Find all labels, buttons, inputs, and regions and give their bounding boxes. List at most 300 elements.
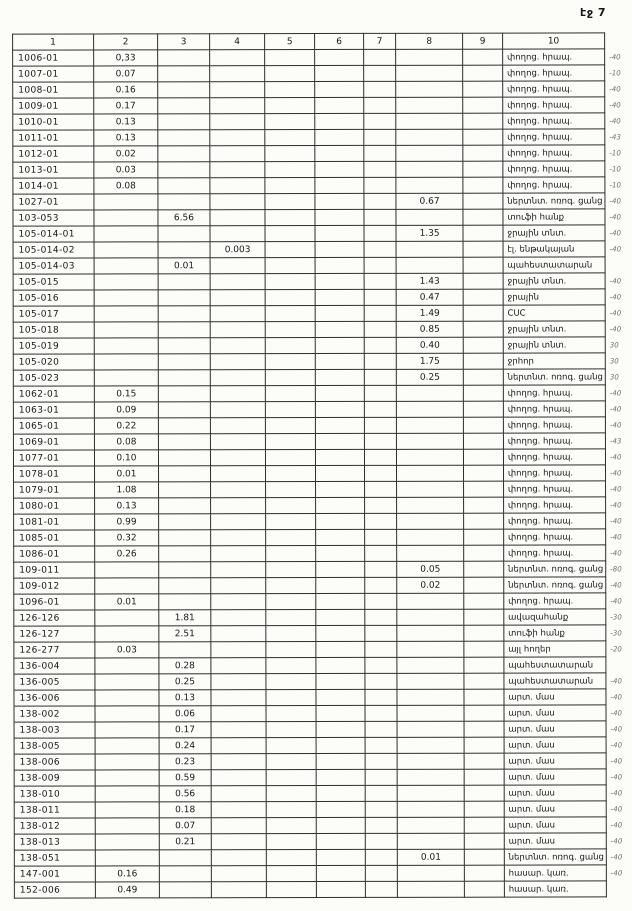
cell-col9 <box>463 113 503 129</box>
cell-col6 <box>315 241 364 257</box>
cell-col2: 0.49 <box>95 882 159 898</box>
table-row <box>14 641 632 658</box>
cell-col9 <box>463 49 503 65</box>
cell-col10: ներտնտ. ոռոգ. ցանց <box>504 849 606 865</box>
cell-col2: 0.13 <box>94 498 158 514</box>
cell-col8 <box>397 817 464 833</box>
table-row <box>14 705 632 722</box>
cell-col3: 6.56 <box>158 210 210 226</box>
table-row <box>14 865 632 882</box>
cell-col6 <box>316 689 365 705</box>
cell-col10: փողոց. հրապ. <box>503 401 605 417</box>
cell-col3 <box>158 290 210 306</box>
cell-col5 <box>266 386 315 402</box>
cell-col1: 1069-01 <box>13 434 94 450</box>
cell-col10: փողոց. հրապ. <box>503 465 605 481</box>
cell-col1: 105-019 <box>13 338 94 354</box>
cell-col1: 1013-01 <box>13 162 94 178</box>
cell-col4 <box>210 578 266 594</box>
cell-col2: 0.09 <box>94 402 158 418</box>
cell-col6 <box>315 177 364 193</box>
cell-col4 <box>211 882 267 898</box>
cell-col10: արտ. մաս <box>504 801 606 817</box>
margin-note: -40 <box>609 196 621 205</box>
cell-col6 <box>315 433 364 449</box>
cell-col9 <box>463 129 503 145</box>
margin-note <box>606 881 632 897</box>
cell-col9 <box>463 97 503 113</box>
cell-col3 <box>158 226 210 242</box>
table-row <box>14 497 632 514</box>
margin-note: -40 <box>609 52 621 61</box>
cell-col2 <box>95 626 159 642</box>
margin-note: -40 <box>610 532 622 541</box>
margin-note: -40 <box>610 788 623 797</box>
cell-col9 <box>463 161 503 177</box>
cell-col4 <box>210 306 266 322</box>
cell-col5 <box>265 114 314 130</box>
cell-col6 <box>315 529 364 545</box>
cell-col6 <box>316 753 365 769</box>
margin-note: -40 <box>609 100 621 109</box>
cell-col7 <box>365 657 397 673</box>
cell-col2: 0.07 <box>93 66 157 82</box>
cell-col6 <box>314 49 363 65</box>
cell-col5 <box>266 322 315 338</box>
cell-col2: 1.08 <box>94 482 158 498</box>
cell-col9 <box>464 465 504 481</box>
cell-col1: 105-023 <box>13 370 94 386</box>
cell-col7 <box>364 241 396 257</box>
cell-col6 <box>316 801 365 817</box>
cell-col8 <box>397 641 464 657</box>
cell-col7 <box>365 721 397 737</box>
cell-col8 <box>397 545 464 561</box>
cell-col8 <box>396 401 463 417</box>
cell-col2: 0.15 <box>94 386 158 402</box>
cell-col8: 0.85 <box>396 321 463 337</box>
margin-note: -40 <box>610 804 623 813</box>
cell-col8 <box>397 529 464 545</box>
cell-col8 <box>397 881 464 897</box>
cell-col3: 0.56 <box>159 786 211 802</box>
cell-col6 <box>315 97 364 113</box>
cell-col1: 138-003 <box>14 722 95 738</box>
cell-col5 <box>267 802 316 818</box>
cell-col9 <box>464 657 504 673</box>
cell-col5 <box>266 354 315 370</box>
cell-col2: 0.26 <box>94 546 158 562</box>
cell-col10: տուֆի հանք <box>504 625 606 641</box>
cell-col9 <box>465 833 505 849</box>
cell-col9 <box>463 305 503 321</box>
table-row <box>13 449 631 466</box>
cell-col5 <box>266 514 315 530</box>
cell-col1: 1012-01 <box>13 146 94 162</box>
cell-col5 <box>266 658 315 674</box>
margin-note: -40 <box>610 692 622 701</box>
margin-note: -40 <box>609 116 621 125</box>
cell-col3: 0.17 <box>159 722 211 738</box>
cell-col2: 0.03 <box>94 162 158 178</box>
cell-col8 <box>397 689 464 705</box>
cell-col4 <box>211 626 267 642</box>
margin-note: -40 <box>610 580 622 589</box>
cell-col7 <box>365 529 397 545</box>
cell-col5 <box>266 482 315 498</box>
cell-col2: 0,33 <box>93 50 157 66</box>
table-row <box>14 817 632 834</box>
table-row <box>14 545 632 562</box>
margin-note: -40 <box>609 292 622 301</box>
cell-col10: փողոց. հրապ. <box>504 593 606 609</box>
margin-note: -40 <box>610 468 622 477</box>
land-register-table <box>12 32 632 898</box>
column-header-1: 1 <box>13 34 94 50</box>
cell-col6 <box>316 641 365 657</box>
margin-note: -43 <box>609 436 622 445</box>
column-header-7: 7 <box>364 33 396 49</box>
margin-note: -40 <box>610 708 623 717</box>
cell-col4 <box>210 274 266 290</box>
table-row <box>13 97 631 114</box>
table-row <box>14 481 632 498</box>
cell-col1: 1014-01 <box>13 178 94 194</box>
cell-col5 <box>266 434 315 450</box>
table-row <box>14 737 632 754</box>
cell-col4 <box>211 818 267 834</box>
cell-col8 <box>397 801 464 817</box>
table-row <box>14 465 632 482</box>
cell-col9 <box>463 225 503 241</box>
cell-col9 <box>463 193 503 209</box>
table-row <box>14 689 632 706</box>
cell-col7 <box>365 497 397 513</box>
cell-col8 <box>396 497 463 513</box>
cell-col8 <box>396 177 463 193</box>
cell-col9 <box>463 337 503 353</box>
cell-col3 <box>158 50 210 66</box>
table-row <box>14 721 632 738</box>
cell-col9 <box>464 705 504 721</box>
margin-note: -40 <box>610 820 623 829</box>
margin-note: -40 <box>610 740 623 749</box>
cell-col10: արտ. մաս <box>504 753 606 769</box>
margin-note: -40 <box>609 324 622 333</box>
cell-col5 <box>265 82 314 98</box>
cell-col4 <box>210 146 266 162</box>
margin-note: -40 <box>610 676 622 685</box>
cell-col6 <box>315 193 364 209</box>
cell-col8 <box>397 737 464 753</box>
margin-note: -40 <box>610 596 622 605</box>
cell-col5 <box>266 338 315 354</box>
cell-col5 <box>267 850 316 866</box>
cell-col9 <box>464 369 504 385</box>
cell-col3: 0.21 <box>159 834 211 850</box>
cell-col9 <box>463 321 503 337</box>
margin-note: -10 <box>609 164 621 173</box>
cell-col8: 0.40 <box>396 337 463 353</box>
cell-col1: 105-017 <box>13 306 94 322</box>
cell-col1: 109-011 <box>14 562 95 578</box>
cell-col9 <box>464 433 504 449</box>
cell-col6 <box>315 305 364 321</box>
cell-col3 <box>158 114 210 130</box>
cell-col6 <box>316 657 365 673</box>
cell-col2 <box>95 706 159 722</box>
cell-col9 <box>464 401 504 417</box>
cell-col8 <box>397 865 464 881</box>
cell-col7 <box>365 449 397 465</box>
cell-col3 <box>158 130 210 146</box>
cell-col5 <box>266 626 315 642</box>
cell-col2 <box>95 834 159 850</box>
cell-col10: ջրային տնտ. <box>503 225 605 241</box>
cell-col1: 105-020 <box>13 354 94 370</box>
cell-col1: 138-013 <box>14 834 95 850</box>
cell-col8 <box>396 145 463 161</box>
cell-col2: 0.16 <box>95 866 159 882</box>
cell-col1: 103-053 <box>13 210 94 226</box>
table-row <box>13 369 631 386</box>
cell-col2: 0.10 <box>94 450 158 466</box>
cell-col9 <box>463 257 503 273</box>
table-head <box>13 33 631 50</box>
margin-note: -40 <box>610 548 622 557</box>
cell-col1: 1011-01 <box>13 130 94 146</box>
cell-col6 <box>315 129 364 145</box>
cell-col10: արտ. մաս <box>504 721 606 737</box>
cell-col5 <box>267 882 316 898</box>
cell-col3 <box>159 562 211 578</box>
cell-col9 <box>464 609 504 625</box>
margin-note: -40 <box>610 500 622 509</box>
cell-col1: 1079-01 <box>14 482 95 498</box>
cell-col2 <box>94 242 158 258</box>
cell-col3: 0.01 <box>158 258 210 274</box>
cell-col1: 138-012 <box>14 818 95 834</box>
cell-col3 <box>158 162 210 178</box>
cell-col10: CUC <box>503 305 605 321</box>
margin-note: -80 <box>610 564 622 573</box>
cell-col2 <box>95 770 159 786</box>
cell-col7 <box>365 753 397 769</box>
cell-col4 <box>210 194 266 210</box>
margin-note: -10 <box>609 148 621 157</box>
cell-col9 <box>464 689 504 705</box>
cell-col8 <box>396 417 463 433</box>
cell-col7 <box>364 113 396 129</box>
cell-col7 <box>365 545 397 561</box>
cell-col9 <box>464 497 504 513</box>
cell-col6 <box>315 401 364 417</box>
cell-col10: արտ. մաս <box>504 737 606 753</box>
cell-col9 <box>464 577 504 593</box>
table-row <box>14 785 632 802</box>
cell-col3 <box>160 882 212 898</box>
cell-col7 <box>365 785 397 801</box>
cell-col9 <box>464 513 504 529</box>
cell-col4 <box>209 50 265 66</box>
cell-col7 <box>364 289 396 305</box>
cell-col8 <box>396 49 463 65</box>
cell-col2: 0.99 <box>94 514 158 530</box>
cell-col2 <box>94 338 158 354</box>
table-row <box>13 257 631 274</box>
table-row <box>13 161 631 178</box>
margin-note: -40 <box>609 212 621 221</box>
cell-col6 <box>315 513 364 529</box>
cell-col8 <box>397 721 464 737</box>
cell-col3 <box>159 466 211 482</box>
cell-col9 <box>464 449 504 465</box>
cell-col6 <box>314 65 363 81</box>
cell-col4 <box>211 674 267 690</box>
cell-col10: արտ. մաս <box>504 833 606 849</box>
cell-col2 <box>94 578 158 594</box>
cell-col8: 1.35 <box>396 225 463 241</box>
cell-col8 <box>397 769 464 785</box>
cell-col6 <box>315 337 364 353</box>
cell-col9 <box>463 177 503 193</box>
cell-col9 <box>464 801 504 817</box>
cell-col3 <box>158 82 210 98</box>
cell-col1: 1006-01 <box>13 50 94 66</box>
cell-col7 <box>365 609 397 625</box>
cell-col2: 0.01 <box>94 466 158 482</box>
cell-col4 <box>210 434 266 450</box>
cell-col7 <box>365 385 397 401</box>
cell-col9 <box>464 593 504 609</box>
cell-col7 <box>364 97 396 113</box>
cell-col3 <box>158 354 210 370</box>
cell-col8 <box>397 753 464 769</box>
cell-col6 <box>316 673 365 689</box>
cell-col9 <box>465 881 505 897</box>
cell-col5 <box>265 210 314 226</box>
cell-col5 <box>267 770 316 786</box>
table-row <box>14 753 632 770</box>
margin-note: -30 <box>610 612 622 621</box>
table-row <box>14 801 632 818</box>
cell-col8: 0.01 <box>397 849 464 865</box>
cell-col9 <box>465 849 505 865</box>
cell-col5 <box>266 578 315 594</box>
cell-col2: 0.01 <box>95 594 159 610</box>
table-row <box>14 577 632 594</box>
cell-col8 <box>397 513 464 529</box>
cell-col6 <box>316 769 365 785</box>
cell-col9 <box>463 209 503 225</box>
cell-col7 <box>365 593 397 609</box>
cell-col8: 1.49 <box>396 305 463 321</box>
margin-note-header <box>605 33 631 49</box>
cell-col4 <box>210 210 266 226</box>
cell-col3 <box>159 866 211 882</box>
cell-col7 <box>364 257 396 273</box>
margin-note: -40 <box>609 404 622 413</box>
cell-col1: 152-006 <box>14 882 95 898</box>
cell-col1: 1027-01 <box>13 194 94 210</box>
cell-col8 <box>396 449 463 465</box>
cell-col10: փողոց. հրապ. <box>503 161 605 177</box>
cell-col10: փողոց. հրապ. <box>502 65 604 81</box>
cell-col5 <box>265 98 314 114</box>
cell-col7 <box>365 705 397 721</box>
cell-col6 <box>316 785 365 801</box>
cell-col3 <box>159 850 211 866</box>
cell-col5 <box>266 306 315 322</box>
cell-col7 <box>364 273 396 289</box>
cell-col3 <box>158 370 210 386</box>
cell-col10: փողոց. հրապ. <box>503 81 605 97</box>
cell-col10: արտ. մաս <box>504 689 606 705</box>
cell-col10: պահեստատարան <box>503 257 605 273</box>
cell-col8: 1.43 <box>396 273 463 289</box>
cell-col4 <box>210 386 266 402</box>
margin-note <box>605 257 631 273</box>
cell-col5 <box>265 146 314 162</box>
cell-col4 <box>210 482 266 498</box>
cell-col10: փողոց. հրապ. <box>503 449 605 465</box>
margin-note: -40 <box>610 756 623 765</box>
cell-col4 <box>211 770 267 786</box>
cell-col3 <box>159 402 211 418</box>
cell-col3: 0.25 <box>159 674 211 690</box>
cell-col10: այլ հողեր <box>504 641 606 657</box>
cell-col4 <box>210 370 266 386</box>
table-row <box>14 609 632 626</box>
cell-col1: 105-015 <box>13 274 94 290</box>
cell-col4: 0.003 <box>210 242 266 258</box>
cell-col6 <box>315 497 364 513</box>
cell-col10: հասար. կառ. <box>504 881 606 897</box>
table-row <box>13 337 631 354</box>
cell-col7 <box>365 401 397 417</box>
cell-col2: 0.22 <box>94 418 158 434</box>
cell-col4 <box>210 178 266 194</box>
margin-note: -30 <box>610 628 622 637</box>
cell-col2 <box>94 562 158 578</box>
cell-col10: փողոց. հրապ. <box>503 385 605 401</box>
cell-col2: 0.16 <box>93 82 157 98</box>
cell-col1: 1065-01 <box>13 418 94 434</box>
cell-col1: 138-010 <box>14 786 95 802</box>
margin-note: -40 <box>610 724 623 733</box>
cell-col2 <box>94 306 158 322</box>
cell-col7 <box>365 481 397 497</box>
column-header-4: 4 <box>209 34 265 50</box>
cell-col5 <box>266 690 315 706</box>
margin-note: -40 <box>609 244 622 253</box>
cell-col2 <box>94 322 158 338</box>
table-row <box>13 353 631 370</box>
cell-col10: փողոց. հրապ. <box>503 417 605 433</box>
cell-col6 <box>315 273 364 289</box>
cell-col10: ներտնտ. ոռոգ. ցանց <box>503 369 605 385</box>
cell-col4 <box>210 354 266 370</box>
cell-col8 <box>397 657 464 673</box>
cell-col9 <box>465 817 505 833</box>
cell-col8 <box>396 113 463 129</box>
cell-col4 <box>210 514 266 530</box>
cell-col6 <box>315 289 364 305</box>
table-row <box>13 113 631 130</box>
cell-col3 <box>158 194 210 210</box>
column-header-8: 8 <box>396 33 463 49</box>
cell-col7 <box>365 641 397 657</box>
